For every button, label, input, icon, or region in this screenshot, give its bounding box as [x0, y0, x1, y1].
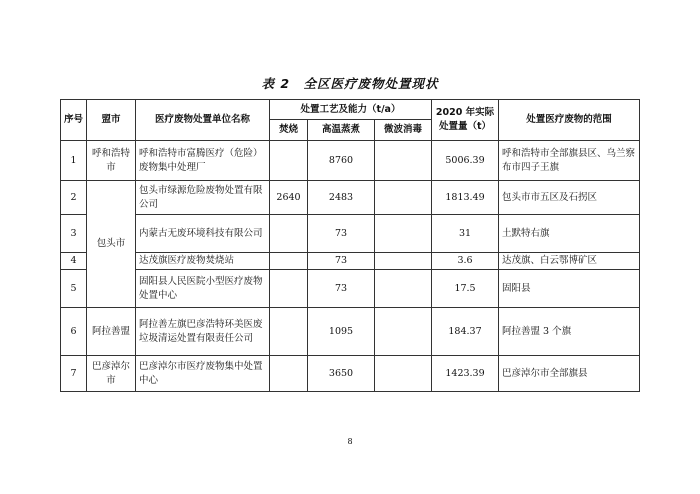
row-incineration: [270, 215, 308, 253]
row-actual: 184.37: [432, 308, 499, 356]
row-unit: 固阳县人民医院小型医疗废物处置中心: [136, 270, 270, 308]
row-high-temp-steam: 2483: [308, 181, 375, 215]
row-actual: 17.5: [432, 270, 499, 308]
row-high-temp-steam: 3650: [308, 356, 375, 392]
header-actual-disposal: 2020 年实际处置量（t）: [432, 100, 499, 141]
row-city: 包头市: [87, 181, 136, 308]
row-city: 呼和浩特市: [87, 141, 136, 181]
row-incineration: [270, 356, 308, 392]
table-row: [61, 253, 640, 270]
row-incineration: [270, 270, 308, 308]
row-high-temp-steam: 73: [308, 270, 375, 308]
header-scope: 处置医疗废物的范围: [499, 100, 640, 141]
row-scope: 达茂旗、白云鄂博矿区: [499, 253, 640, 270]
header-index: 序号: [61, 100, 87, 141]
row-actual: 31: [432, 215, 499, 253]
row-index: 4: [61, 253, 87, 270]
row-actual: 5006.39: [432, 141, 499, 181]
table-row: [61, 215, 640, 253]
row-index: 3: [61, 215, 87, 253]
row-actual: 1813.49: [432, 181, 499, 215]
row-scope: 呼和浩特市全部旗县区、乌兰察布市四子王旗: [499, 141, 640, 181]
row-microwave: [375, 270, 432, 308]
table-row: [61, 181, 640, 215]
row-incineration: 2640: [270, 181, 308, 215]
row-actual: 3.6: [432, 253, 499, 270]
row-index: 2: [61, 181, 87, 215]
row-high-temp-steam: 73: [308, 253, 375, 270]
row-microwave: [375, 308, 432, 356]
row-index: 1: [61, 141, 87, 181]
row-microwave: [375, 141, 432, 181]
row-high-temp-steam: 73: [308, 215, 375, 253]
medical-waste-table: [60, 99, 640, 392]
row-microwave: [375, 253, 432, 270]
table-row: [61, 270, 640, 308]
header-unit-name: 医疗废物处置单位名称: [136, 100, 270, 141]
row-scope: 包头市市五区及石拐区: [499, 181, 640, 215]
page-number: 8: [347, 437, 353, 446]
row-microwave: [375, 356, 432, 392]
row-unit: 达茂旗医疗废物焚烧站: [136, 253, 270, 270]
header-microwave: 微波消毒: [375, 120, 432, 141]
row-unit: 呼和浩特市富腾医疗（危险）废物集中处理厂: [136, 141, 270, 181]
row-microwave: [375, 215, 432, 253]
row-unit: 巴彦淖尔市医疗废物集中处置中心: [136, 356, 270, 392]
row-microwave: [375, 181, 432, 215]
header-process-capacity: 处置工艺及能力（t/a）: [270, 100, 432, 120]
row-scope: 巴彦淖尔市全部旗县: [499, 356, 640, 392]
row-high-temp-steam: 8760: [308, 141, 375, 181]
table-row: [61, 308, 640, 356]
table-row: [61, 356, 640, 392]
row-high-temp-steam: 1095: [308, 308, 375, 356]
row-scope: 固阳县: [499, 270, 640, 308]
row-city: 阿拉善盟: [87, 308, 136, 356]
row-actual: 1423.39: [432, 356, 499, 392]
row-unit: 包头市绿源危险废物处置有限公司: [136, 181, 270, 215]
table-title: 表 2 全区医疗废物处置现状: [261, 76, 439, 91]
table-row: [61, 141, 640, 181]
row-index: 7: [61, 356, 87, 392]
row-incineration: [270, 141, 308, 181]
row-scope: 土默特右旗: [499, 215, 640, 253]
row-incineration: [270, 308, 308, 356]
row-scope: 阿拉善盟 3 个旗: [499, 308, 640, 356]
row-unit: 阿拉善左旗巴彦浩特环美医废垃圾清运处置有限责任公司: [136, 308, 270, 356]
row-incineration: [270, 253, 308, 270]
row-unit: 内蒙古无废环境科技有限公司: [136, 215, 270, 253]
row-index: 5: [61, 270, 87, 308]
header-high-temp-steam: 高温蒸煮: [308, 120, 375, 141]
header-incineration: 焚烧: [270, 120, 308, 141]
row-city: 巴彦淖尔市: [87, 356, 136, 392]
header-league-city: 盟市: [87, 100, 136, 141]
row-index: 6: [61, 308, 87, 356]
